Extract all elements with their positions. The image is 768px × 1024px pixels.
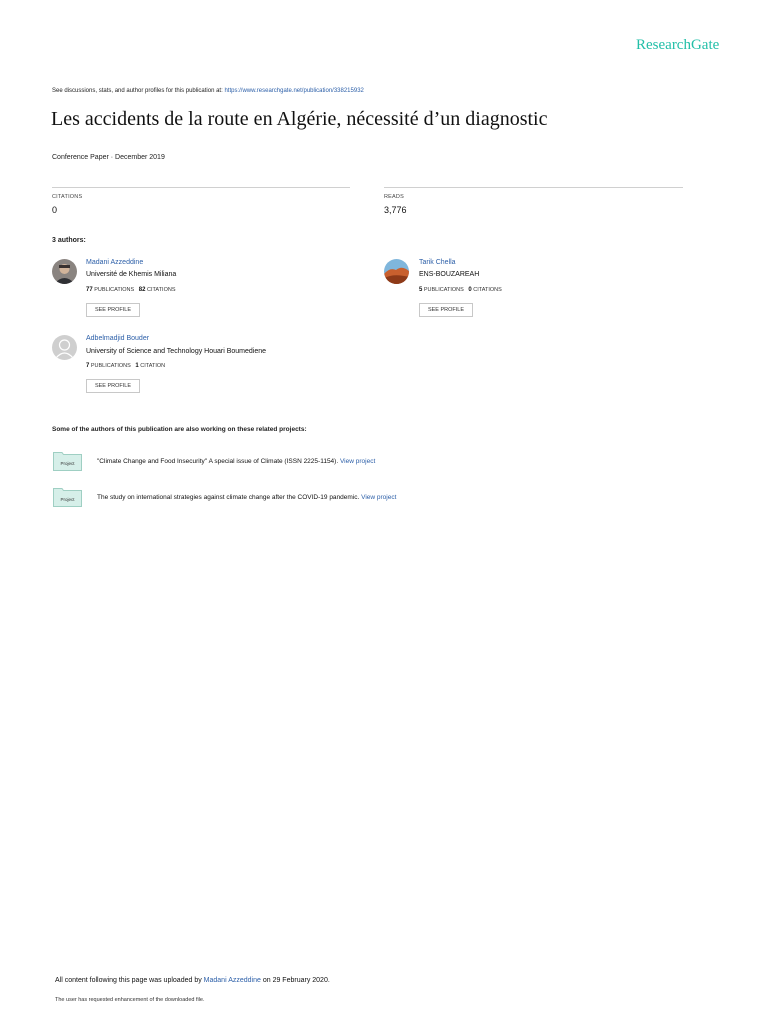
discussion-text: See discussions, stats, and author profiles for this publication at: [52,88,223,94]
author-institution: ENS-BOUZAREAH [419,271,480,278]
citations-label: CITATIONS [52,194,83,200]
view-project-link[interactable]: View project [361,494,397,501]
author-avatar-placeholder[interactable] [52,335,77,360]
reads-value: 3,776 [384,205,407,215]
citation-count: 1 [135,363,139,369]
publication-count: 5 [419,287,423,293]
publication-type-date: Conference Paper · December 2019 [52,154,165,161]
author-stats [86,363,165,369]
citations-divider [52,187,350,188]
view-project-link[interactable]: View project [339,458,376,465]
publication-title: Les accidents de la route en Algérie, nécessité d’un diagnostic [51,108,548,130]
see-profile-button[interactable]: SEE PROFILE [86,379,140,393]
authors-heading: 3 authors: [52,237,86,244]
see-profile-button[interactable]: SEE PROFILE [86,303,140,317]
publications-label: PUBLICATIONS [90,363,131,369]
author-stats [86,287,176,293]
project-folder-icon[interactable] [53,451,82,471]
researchgate-logo[interactable]: ResearchGate [636,37,720,53]
discussion-line [52,88,364,94]
author-name-link[interactable]: Tarik Chella [419,259,456,266]
author-name-link[interactable]: Madani Azzeddine [86,259,144,266]
project-item [97,494,396,501]
uploader-link[interactable]: Madani Azzeddine [203,977,261,984]
project-item [97,458,375,465]
publications-label: PUBLICATIONS [94,287,135,293]
citation-count: 82 [138,287,146,293]
reads-divider [384,187,683,188]
author-institution: Université de Khemis Miliana [86,271,177,278]
publications-label: PUBLICATIONS [423,287,464,293]
publication-count: 77 [86,287,93,293]
see-profile-button[interactable]: SEE PROFILE [419,303,473,317]
citations-label: CITATIONS [146,287,176,293]
author-avatar-madani[interactable] [52,259,77,284]
project-icon-label: Project [60,497,75,502]
citations-label: CITATIONS [473,287,502,293]
citations-label: CITATION [140,363,166,369]
project-icon-label: Project [60,461,75,466]
project-description: "Climate Change and Food Insecurity" A special issue of Climate (ISSN 2225-1154). [97,458,339,465]
citations-value: 0 [52,205,58,215]
enhancement-note: The user has requested enhancement of the downloaded file. [55,997,205,1003]
upload-suffix: on 29 February 2020. [262,977,330,984]
upload-prefix: All content following this page was uploaded by [55,977,202,984]
related-projects-heading: Some of the authors of this publication are also working on these related projects: [52,426,307,433]
upload-notice [55,977,330,984]
project-description: The study on international strategies against climate change after the COVID-19 pandemic. [97,494,360,501]
citation-count: 0 [468,287,472,293]
project-folder-icon[interactable] [53,487,82,507]
author-avatar-tarik[interactable] [384,259,409,284]
author-name-link[interactable]: Adbelmadjid Bouder [86,335,150,342]
reads-label: READS [384,194,404,200]
publication-count: 7 [86,363,90,369]
publication-url-link[interactable]: https://www.researchgate.net/publication/338215932 [224,88,364,94]
author-institution: University of Science and Technology Houari Boumediene [86,348,267,355]
author-stats [419,287,502,293]
